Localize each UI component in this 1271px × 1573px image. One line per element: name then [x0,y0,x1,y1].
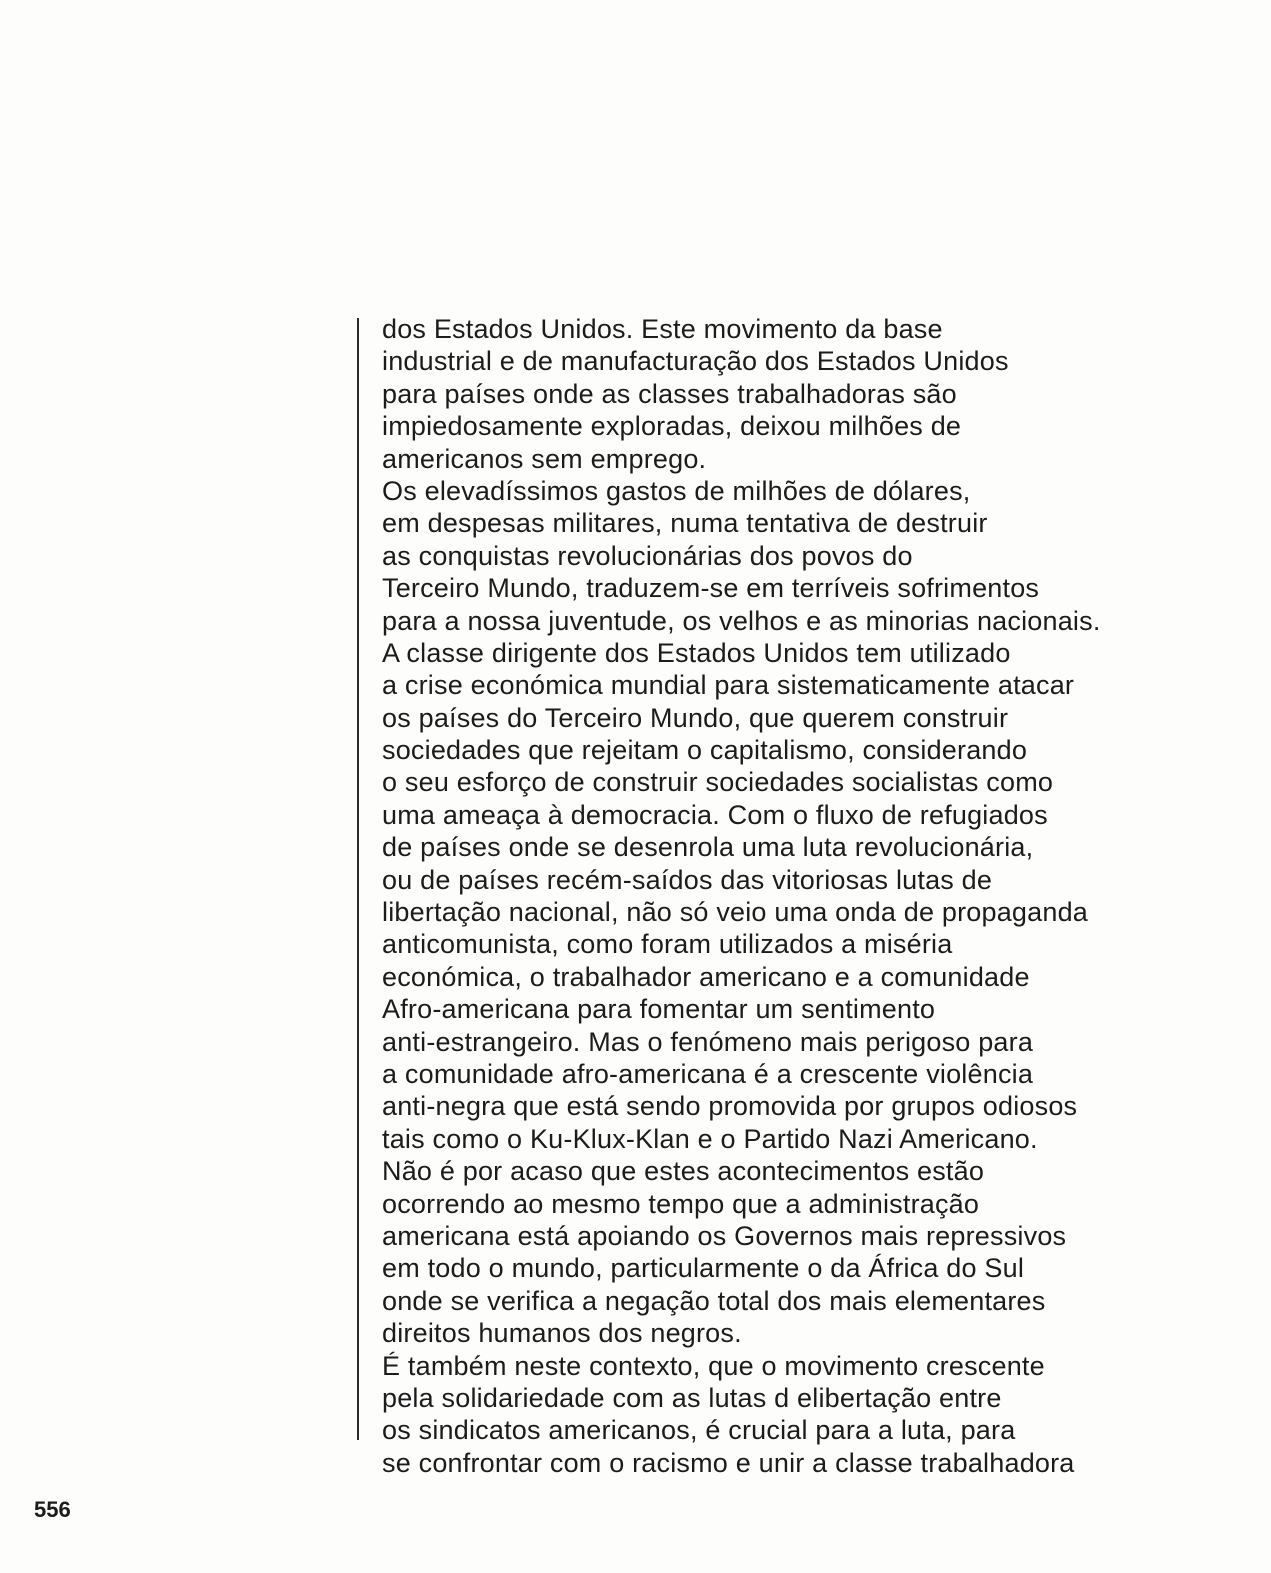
text-line: anticomunista, como foram utilizados a miséria [382,929,953,960]
text-line: americanos sem emprego. [382,443,707,474]
text-line: dos Estados Unidos. Este movimento da base [382,314,943,344]
text-line: anti-negra que está sendo promovida por grupos odiosos [382,1091,1078,1122]
text-line: onde se verifica a negação total dos mais elementares [382,1285,1046,1316]
text-line: as conquistas revolucionárias dos povos do [382,540,913,571]
text-line: para a nossa juventude, os velhos e as minorias nacionais. [382,605,1101,636]
text-line: sociedades que rejeitam o capitalismo, considerando [382,735,1028,766]
text-line: industrial e de manufacturação dos Estados Unidos [382,346,1009,377]
text-line: ou de países recém-saídos das vitoriosas lutas de [382,864,993,895]
text-line: de países onde se desenrola uma luta revolucionária, [382,832,1034,863]
text-line: o seu esforço de construir sociedades socialistas como [382,767,1054,798]
text-line: uma ameaça à democracia. Com o fluxo de refugiados [382,799,1048,830]
text-line: tais como o Ku-Klux-Klan e o Partido Nazi Americano. [382,1123,1038,1154]
text-line: Afro-americana para fomentar um sentimento [382,994,936,1025]
text-line: os sindicatos americanos, é crucial para a luta, para [382,1415,1016,1446]
page-number: 556 [34,1497,71,1522]
text-line: Os elevadíssimos gastos de milhões de dólares, [382,475,971,506]
text-line: americana está apoiando os Governos mais repressivos [382,1220,1067,1251]
text-line: impiedosamente exploradas, deixou milhões de [382,411,962,442]
text-line: se confrontar com o racismo e unir a classe trabalhadora [382,1447,1075,1478]
text-line: a comunidade afro-americana é a crescente violência [382,1058,1034,1089]
text-line: económica, o trabalhador americano e a comunidade [382,961,1030,992]
text-line: pela solidariedade com as lutas d elibertação entre [382,1382,1002,1413]
text-line: a crise económica mundial para sistematicamente atacar [382,670,1075,701]
text-line: ocorrendo ao mesmo tempo que a administração [382,1188,980,1219]
text-line: Não é por acaso que estes acontecimentos estão [382,1156,985,1187]
text-line: direitos humanos dos negros. [382,1318,742,1349]
text-line: anti-estrangeiro. Mas o fenómeno mais perigoso para [382,1026,1034,1057]
margin-rule [357,318,359,1440]
text-line: para países onde as classes trabalhadoras são [382,378,957,409]
body-text [382,313,1222,1479]
text-line: É também neste contexto, que o movimento crescente [382,1350,1045,1381]
text-line: os países do Terceiro Mundo, que querem construir [382,702,1009,733]
text-line: em despesas militares, numa tentativa de destruir [382,508,988,539]
text-line: libertação nacional, não só veio uma onda de propaganda [382,897,1089,928]
text-line: em todo o mundo, particularmente o da África do Sul [382,1253,1025,1284]
text-line: A classe dirigente dos Estados Unidos tem utilizado [382,637,1011,668]
text-line: Terceiro Mundo, traduzem-se em terríveis sofrimentos [382,573,1040,604]
